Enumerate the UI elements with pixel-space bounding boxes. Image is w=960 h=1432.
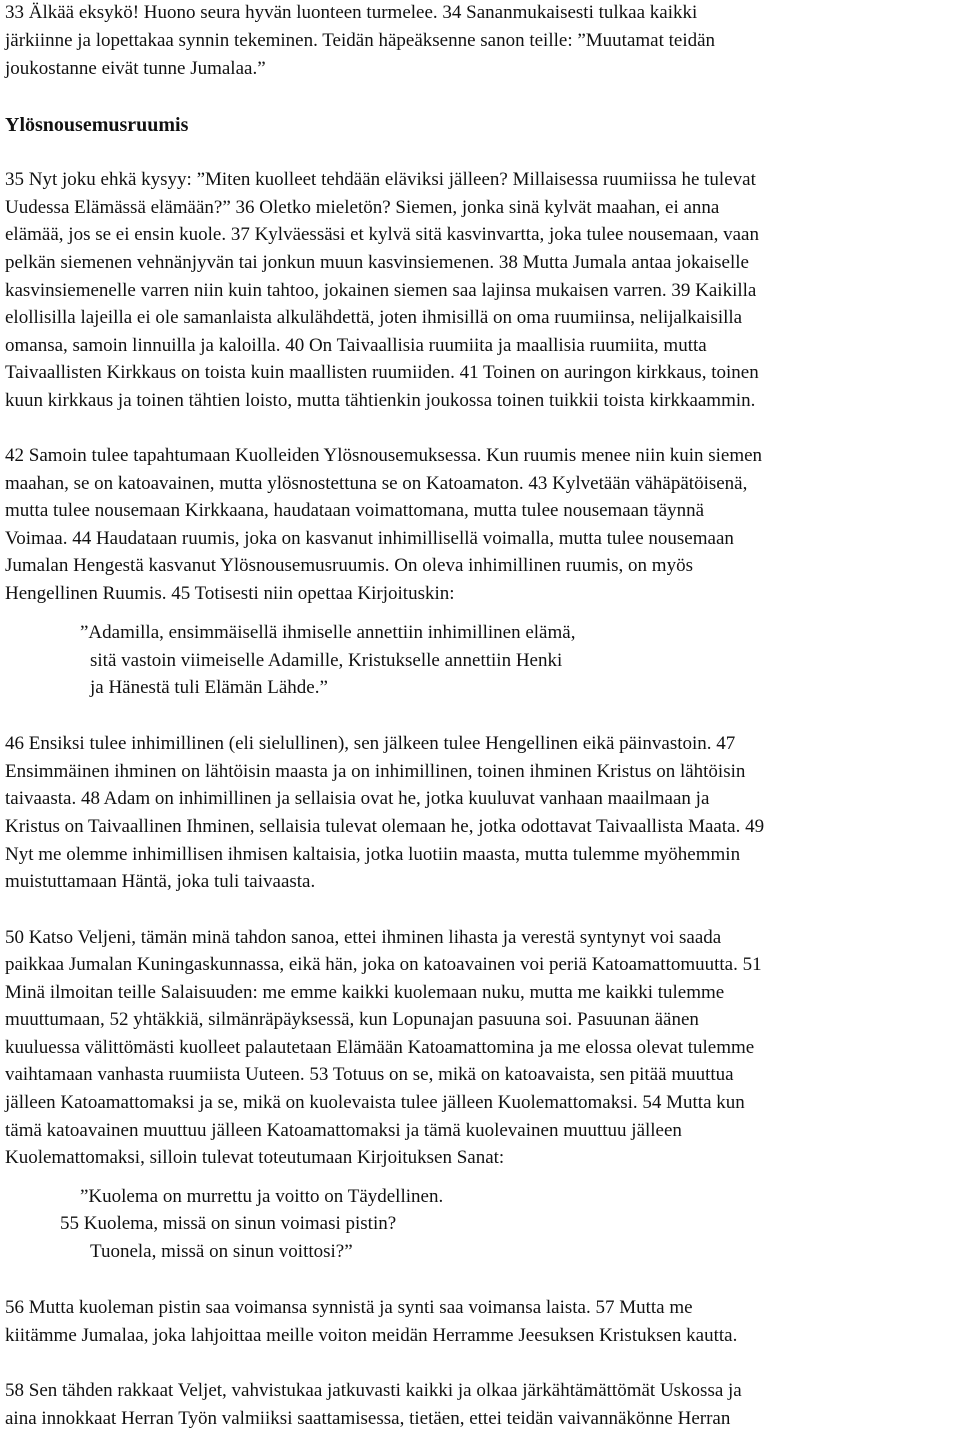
section-heading: Ylösnousemusruumis [5, 114, 189, 136]
text-line: pelkän siemenen vehnänjyvän tai jonkun muun kasvinsiemenen. 38 Mutta Jumala antaa jokaiselle [5, 252, 749, 273]
text-line: tämä katoavainen muuttuu jälleen Katoamattomaksi ja tämä kuolevainen muuttuu jälleen [5, 1120, 682, 1141]
text-line: järkiinne ja lopettakaa synnin tekeminen. Teidän häpeäksenne sanon teille: ”Muutamat teidän [5, 30, 716, 51]
text-line: Taivaallisten Kirkkaus on toista kuin maallisten ruumiiden. 41 Toinen on auringon kirkkaus, toinen [5, 362, 759, 383]
text-line: Hengellinen Ruumis. 45 Totisesti niin opettaa Kirjoituskin: [5, 583, 455, 604]
text-line: 58 Sen tähden rakkaat Veljet, vahvistukaa jatkuvasti kaikki ja olkaa järkähtämättömät Uskossa ja [5, 1380, 742, 1401]
text-line: Nyt me olemme inhimillisen ihmisen kaltaisia, jotka luotiin maasta, mutta tulemme myöhemmin [5, 844, 741, 865]
text-line: muuttumaan, 52 yhtäkkiä, silmänräpäyksessä, kun Lopunajan pasuuna soi. Pasuunan äänen [5, 1009, 699, 1030]
text-line: mutta tulee nousemaan Kirkkaana, haudataan voimattomana, mutta tulee nousemaan täynnä [5, 500, 705, 521]
text-line: Ensimmäinen ihminen on lähtöisin maasta ja on inhimillinen, toinen ihminen Kristus on lähtöisin [5, 761, 746, 782]
text-line: Voimaa. 44 Haudataan ruumis, joka on kasvanut inhimillisellä voimalla, mutta tulee nousemaan [5, 528, 734, 549]
text-line: 42 Samoin tulee tapahtumaan Kuolleiden Ylösnousemuksessa. Kun ruumis menee niin kuin siemen [5, 445, 763, 466]
text-line: vaihtamaan vanhasta ruumiista Uuteen. 53 Totuus on se, mikä on katoavaista, sen pitää muuttua [5, 1064, 734, 1085]
text-line: 50 Katso Veljeni, tämän minä tahdon sanoa, ettei ihminen lihasta ja verestä syntynyt voi saada [5, 927, 722, 948]
text-line: maahan, se on katoavainen, mutta ylösnostettuna se on Katoamaton. 43 Kylvetään vähäpätöisenä, [5, 473, 748, 494]
text-line: 33 Älkää eksykö! Huono seura hyvän luonteen turmelee. 34 Sananmukaisesti tulkaa kaikki [5, 2, 698, 23]
text-line: elollisilla lajeilla ei ole samanlaista alkulähdettä, joten ihmisillä on oma ruumiinsa, nelijalkaisilla [5, 307, 743, 328]
quote-line: sitä vastoin viimeiselle Adamille, Kristukselle annettiin Henki [90, 650, 563, 671]
text-line: Jumalan Hengestä kasvanut Ylösnousemusruumis. On oleva inhimillinen ruumis, on myös [5, 555, 693, 576]
text-line: Kuolemattomaksi, silloin tulevat toteutumaan Kirjoituksen Sanat: [5, 1147, 505, 1168]
text-line: Minä ilmoitan teille Salaisuuden: me emme kaikki kuolemaan nuku, mutta me kaikki tulemme [5, 982, 725, 1003]
text-line: paikkaa Jumalan Kuningaskunnassa, eikä hän, joka on katoavainen voi periä Katoamattomuutta. 51 [5, 954, 762, 975]
text-line: kuun kirkkaus ja toinen tähtien loisto, mutta tähtienkin joukossa toinen tuikkii toista kirkkaammin. [5, 390, 756, 411]
quote-line: ”Adamilla, ensimmäisellä ihmiselle annettiin inhimillinen elämä, [80, 622, 576, 643]
text-line: muistuttamaan Häntä, joka tuli taivaasta. [5, 871, 316, 892]
text-line: Kristus on Taivaallinen Ihminen, sellaisia tulevat olemaan he, jotka odottavat Taivaallista Maata. 49 [5, 816, 765, 837]
text-line: joukostanne eivät tunne Jumalaa.” [5, 58, 266, 79]
text-line: jälleen Katoamattomaksi ja se, mikä on kuolevaista tulee jälleen Kuolemattomaksi. 54 Mutta kun [5, 1092, 745, 1113]
quote-line: Tuonela, missä on sinun voittosi?” [90, 1241, 353, 1262]
text-line: aina innokkaat Herran Työn valmiiksi saattamisessa, tietäen, ettei teidän vaivannäkönne Herran [5, 1408, 731, 1429]
text-line: kiitämme Jumalaa, joka lahjoittaa meille voiton meidän Herramme Jeesuksen Kristuksen kautta. [5, 1325, 738, 1346]
quote-line: ”Kuolema on murrettu ja voitto on Täydellinen. [80, 1186, 444, 1207]
text-line: kasvinsiemenelle varren niin kuin tahtoo, jokainen siemen saa lajinsa mukaisen varren. 39 Kaikilla [5, 280, 757, 301]
text-line: omansa, samoin linnuilla ja kaloilla. 40 On Taivaallisia ruumiita ja maallisia ruumiita, mutta [5, 335, 707, 356]
text-line: taivaasta. 48 Adam on inhimillinen ja sellaisia ovat he, jotka kuuluvat vanhaan maailmaan ja [5, 788, 710, 809]
text-line: 35 Nyt joku ehkä kysyy: ”Miten kuolleet tehdään eläviksi jälleen? Millaisessa ruumiissa he tulevat [5, 169, 756, 190]
text-line: Uudessa Elämässä elämään?” 36 Oletko mieletön? Siemen, jonka sinä kylvät maahan, ei anna [5, 197, 720, 218]
quote-line: ja Hänestä tuli Elämän Lähde.” [90, 677, 328, 698]
text-line: kuuluessa välittömästi kuolleet palautetaan Elämään Katoamattomina ja me elossa olevat tulemme [5, 1037, 755, 1058]
text-line: elämää, jos se ei ensin kuole. 37 Kylväessäsi et kylvä sitä kasvinvartta, joka tulee nousemaan, vaan [5, 224, 759, 245]
text-line: 56 Mutta kuoleman pistin saa voimansa synnistä ja synti saa voimansa laista. 57 Mutta me [5, 1297, 693, 1318]
text-line: 46 Ensiksi tulee inhimillinen (eli sielullinen), sen jälkeen tulee Hengellinen eikä päinvastoin. 47 [5, 733, 736, 754]
quote-line: 55 Kuolema, missä on sinun voimasi pistin? [60, 1213, 397, 1234]
